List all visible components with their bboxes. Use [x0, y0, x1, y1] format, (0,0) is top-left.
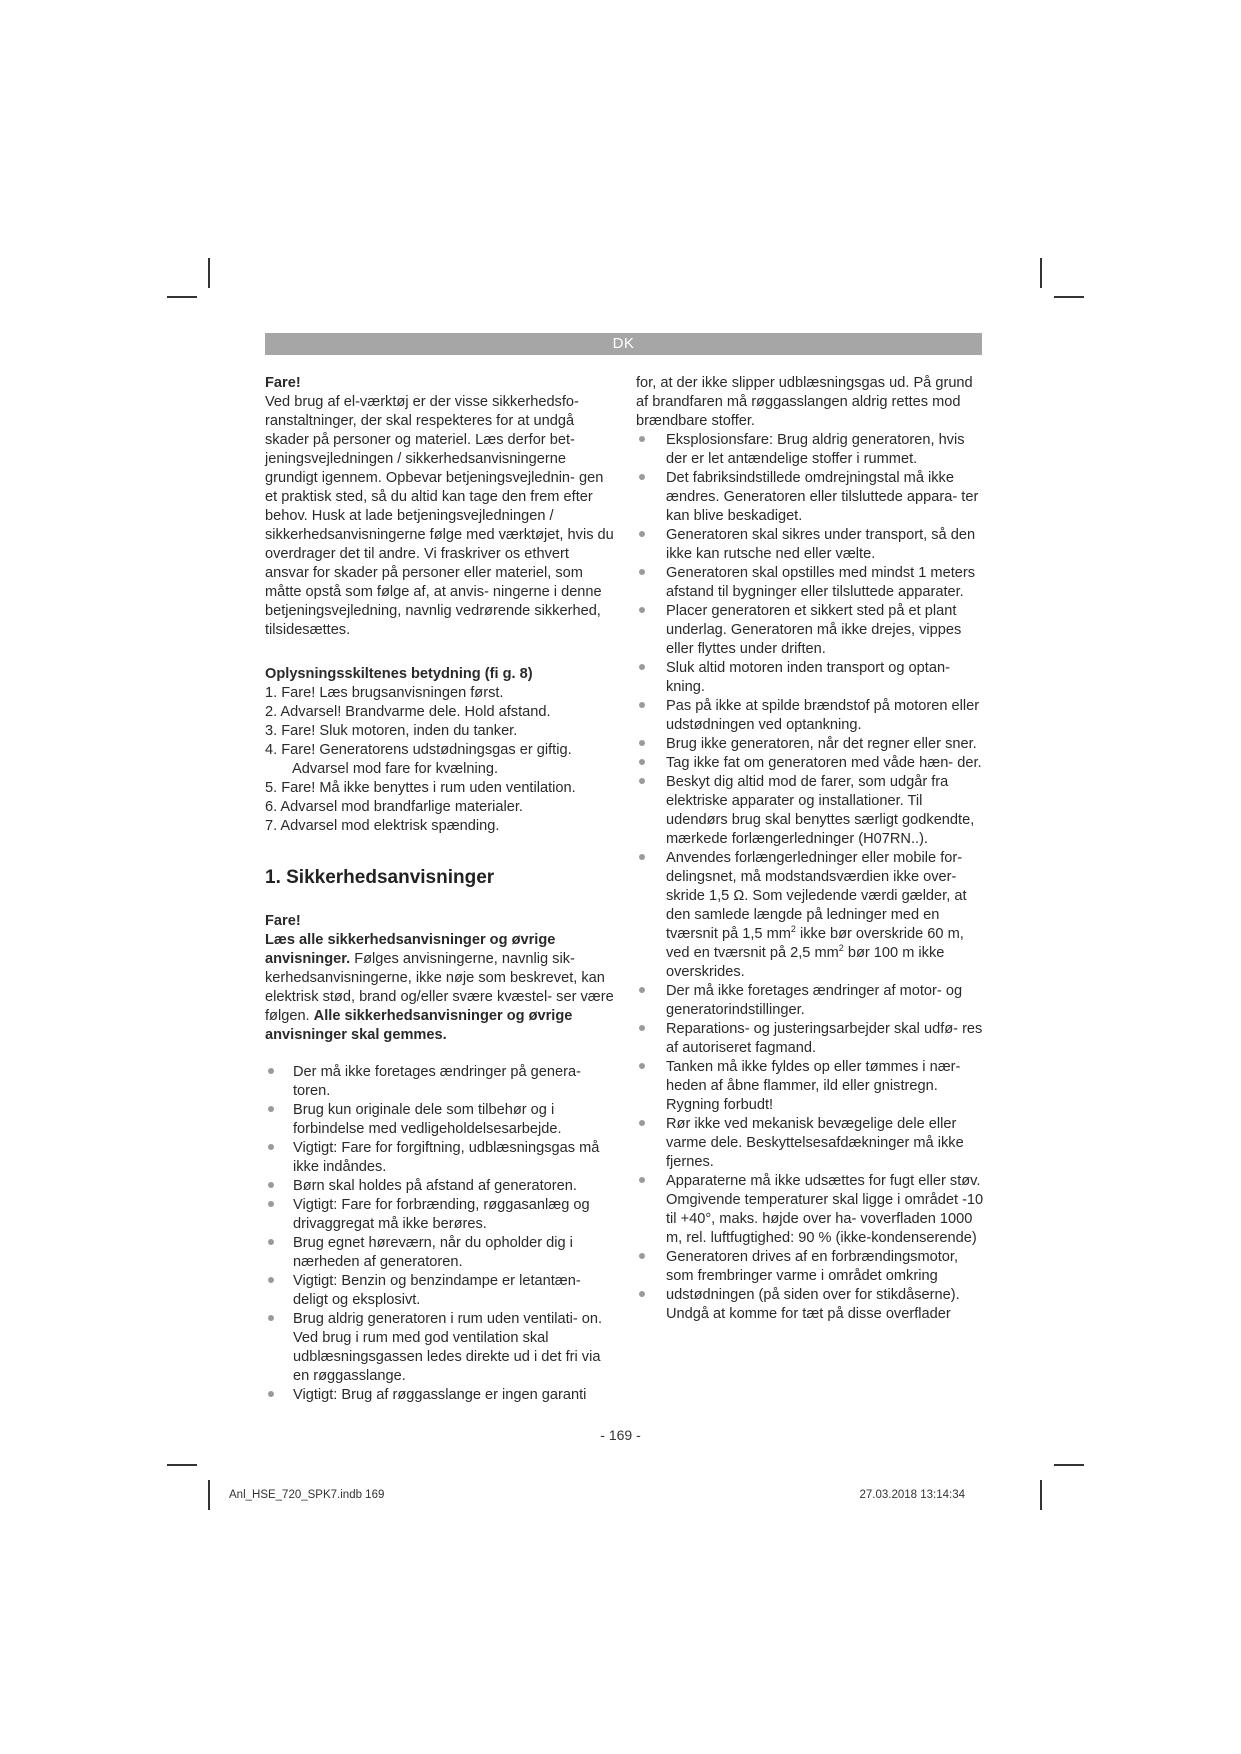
last-line-text: Undgå at komme for tæt på disse overflader	[666, 1306, 951, 1322]
bullet-icon	[639, 1025, 645, 1031]
footer-timestamp: 27.03.2018 13:14:34	[859, 1489, 965, 1501]
bullet-icon	[639, 474, 645, 480]
crop-mark-top-left-v	[208, 258, 210, 288]
bullet-icon	[639, 531, 645, 537]
list-item: Brug kun originale dele som tilbehør og i forbindelse med vedligeholdelsesarbejde.	[265, 1101, 615, 1139]
language-header-bar	[265, 333, 982, 355]
bullet-icon	[268, 1068, 274, 1074]
signs-heading: Oplysningsskiltenes betydning (fi g. 8)	[265, 666, 533, 682]
bullet-icon	[639, 987, 645, 993]
crop-mark-bottom-left-h	[167, 1464, 197, 1466]
bullet-icon	[639, 778, 645, 784]
sign-item: 4. Fare! Generatorens udstødningsgas er giftig.	[265, 742, 572, 758]
list-item: Apparaterne må ikke udsættes for fugt eller støv. Omgivende temperaturer skal ligge i området -10 til +40°, maks. højde over ha- voverfladen 1000 m, rel. luftfugtighed: 90 % (ikke-kondenserende)	[636, 1172, 986, 1248]
bullet-icon	[268, 1182, 274, 1188]
intro-paragraph: Ved brug af el-værktøj er der visse sikkerhedsfo- ranstaltninger, der skal respekteres for at undgå skader på personer og materiel. Læs derfor bet- jeningsvejledningen / sikkerhedsanvisningerne grundigt igennem. Opbevar betjeningsvejlednin- gen et praktisk sted, så du altid kan tage den frem efter behov. Husk at lade betjeningsvejledningen / sikkerhedsanvisningerne følge med værktøjet, hvis du overdrager det til andre. Vi fraskriver os ethvert ansvar for skader på personer eller materiel, som måtte opstå som følge af, at anvis- ningerne i denne betjeningsvejledning, navnlig vedrørende sikkerhed, tilsidesættes.	[265, 394, 614, 638]
crop-mark-bottom-right-v	[1040, 1480, 1042, 1510]
list-item: Rør ikke ved mekanisk bevægelige dele eller varme dele. Beskyttelsesafdækninger må ikke fjernes.	[636, 1115, 986, 1172]
list-item: Brug egnet høreværn, når du opholder dig i nærheden af generatoren.	[265, 1234, 615, 1272]
list-item: Vigtigt: Fare for forbrænding, røggasanlæg og drivaggregat må ikke berøres.	[265, 1196, 615, 1234]
sign-item: 3. Fare! Sluk motoren, inden du tanker.	[265, 723, 518, 739]
bullet-icon	[268, 1239, 274, 1245]
bullet-icon	[639, 740, 645, 746]
list-item: Der må ikke foretages ændringer på genera- toren.	[265, 1063, 615, 1101]
bullet-icon	[639, 1063, 645, 1069]
sign-item: 5. Fare! Må ikke benyttes i rum uden ventilation.	[265, 780, 576, 796]
continuation-text: for, at der ikke slipper udblæsningsgas ud. På grund af brandfaren må røggasslangen aldrig rettes mod brændbare stoffer.	[636, 375, 973, 429]
crop-mark-top-right-v	[1040, 258, 1042, 288]
sign-item: 2. Advarsel! Brandvarme dele. Hold afstand.	[265, 704, 551, 720]
bullet-icon	[639, 1253, 645, 1259]
bullet-icon	[639, 607, 645, 613]
list-item: Reparations- og justeringsarbejder skal udfø- res af autoriseret fagmand.	[636, 1020, 986, 1058]
bullet-icon	[268, 1277, 274, 1283]
right-column	[636, 374, 986, 1324]
bullet-icon	[639, 1177, 645, 1183]
list-item: Børn skal holdes på afstand af generatoren.	[265, 1177, 615, 1196]
sign-item: 7. Advarsel mod elektrisk spænding.	[265, 818, 500, 834]
list-item: Tanken må ikke fyldes op eller tømmes i nær- heden af åbne flammer, ild eller gnistregn. Rygning forbudt!	[636, 1058, 986, 1115]
bullet-icon	[268, 1144, 274, 1150]
language-code: DK	[612, 335, 635, 352]
list-item: Placer generatoren et sikkert sted på et plant underlag. Generatoren må ikke drejes, vippes eller flyttes under driften.	[636, 602, 986, 659]
bullet-icon	[268, 1391, 274, 1397]
right-bullet-list-a	[636, 431, 986, 1305]
bullet-icon	[639, 702, 645, 708]
list-item: Generatoren skal sikres under transport, så den ikke kan rutsche ned eller vælte.	[636, 526, 986, 564]
list-item: Det fabriksindstillede omdrejningstal må ikke ændres. Generatoren eller tilsluttede appara- ter kan blive beskadiget.	[636, 469, 986, 526]
bullet-icon	[639, 664, 645, 670]
list-item: udstødningen (på siden over for stikdåserne).	[636, 1286, 986, 1305]
crop-mark-bottom-left-v	[208, 1480, 210, 1510]
signs-list	[265, 684, 615, 836]
read-all-paragraph	[265, 931, 615, 1045]
bullet-icon	[268, 1315, 274, 1321]
bullet-icon	[268, 1201, 274, 1207]
list-item: Eksplosionsfare: Brug aldrig generatoren, hvis der er let antændelige stoffer i rummet.	[636, 431, 986, 469]
sign-item-continued: Advarsel mod fare for kvælning.	[292, 761, 499, 777]
bullet-icon	[639, 854, 645, 860]
section-title: 1. Sikkerhedsanvisninger	[265, 867, 495, 888]
crop-mark-bottom-right-h	[1054, 1464, 1084, 1466]
read-all-text: Følges anvisningerne, navnlig sik- kerhedsanvisningerne, ikke nøje som beskrevet, kan elektrisk stød, brand og/eller svære kvæstel- ser være følgen.	[265, 951, 614, 1024]
list-item: Pas på ikke at spilde brændstof på motoren eller udstødningen ved optankning.	[636, 697, 986, 735]
footer-file-name: Anl_HSE_720_SPK7.indb 169	[229, 1489, 385, 1501]
crop-mark-top-left-h	[167, 296, 197, 298]
list-item: Vigtigt: Fare for forgiftning, udblæsningsgas må ikke indåndes.	[265, 1139, 615, 1177]
left-bullet-list	[265, 1063, 615, 1405]
sign-item: 6. Advarsel mod brandfarlige materialer.	[265, 799, 523, 815]
list-item: Der må ikke foretages ændringer af motor- og generatorindstillinger.	[636, 982, 986, 1020]
read-all-bold: Læs alle sikkerhedsanvisninger og øvrige anvisninger.	[265, 932, 556, 967]
page-number: - 169 -	[600, 1427, 641, 1443]
bullet-icon	[639, 759, 645, 765]
list-item: Vigtigt: Brug af røggasslange er ingen garanti	[265, 1386, 615, 1405]
list-item-extension-cords: Anvendes forlængerledninger eller mobile for- delingsnet, må modstandsværdien ikke over- skride 1,5 Ω. Som vejledende værdi gælder, at den samlede længde på ledninger med en tværsnit på 1,5 $mm^2$ ikke bør overskride 60 m, ved en tværsnit på 2,5 $mm^2$ bør 100 m ikke overskrides.	[636, 849, 986, 982]
bullet-icon	[639, 1120, 645, 1126]
sign-item: 1. Fare! Læs brugsanvisningen først.	[265, 685, 504, 701]
left-column	[265, 374, 615, 1405]
fare-heading-2: Fare!	[265, 913, 301, 929]
list-item: Brug aldrig generatoren i rum uden ventilati- on. Ved brug i rum med god ventilation skal udblæsningsgassen ledes direkte ud i det fri via en røggasslange.	[265, 1310, 615, 1386]
bullet-icon	[268, 1106, 274, 1112]
list-item: Beskyt dig altid mod de farer, som udgår fra elektriske apparater og installationer. Til udendørs brug skal benyttes særligt godkendte, mærkede forlængerledninger (H07RN..).	[636, 773, 986, 849]
list-item: Brug ikke generatoren, når det regner eller sner.	[636, 735, 986, 754]
keep-instructions-bold: Alle sikkerhedsanvisninger og øvrige anvisninger skal gemmes.	[265, 1008, 573, 1043]
crop-mark-top-right-h	[1054, 296, 1084, 298]
bullet-icon	[639, 569, 645, 575]
list-item: Vigtigt: Benzin og benzindampe er letantæn- deligt og eksplosivt.	[265, 1272, 615, 1310]
list-item: Sluk altid motoren inden transport og optan- kning.	[636, 659, 986, 697]
list-item: Generatoren drives af en forbrændingsmotor, som frembringer varme i området omkring	[636, 1248, 986, 1286]
bullet-icon	[639, 1291, 645, 1297]
list-item: Generatoren skal opstilles med mindst 1 meters afstand til bygninger eller tilsluttede apparater.	[636, 564, 986, 602]
fare-heading: Fare!	[265, 375, 301, 391]
list-item: Tag ikke fat om generatoren med våde hæn- der.	[636, 754, 986, 773]
bullet-icon	[639, 436, 645, 442]
